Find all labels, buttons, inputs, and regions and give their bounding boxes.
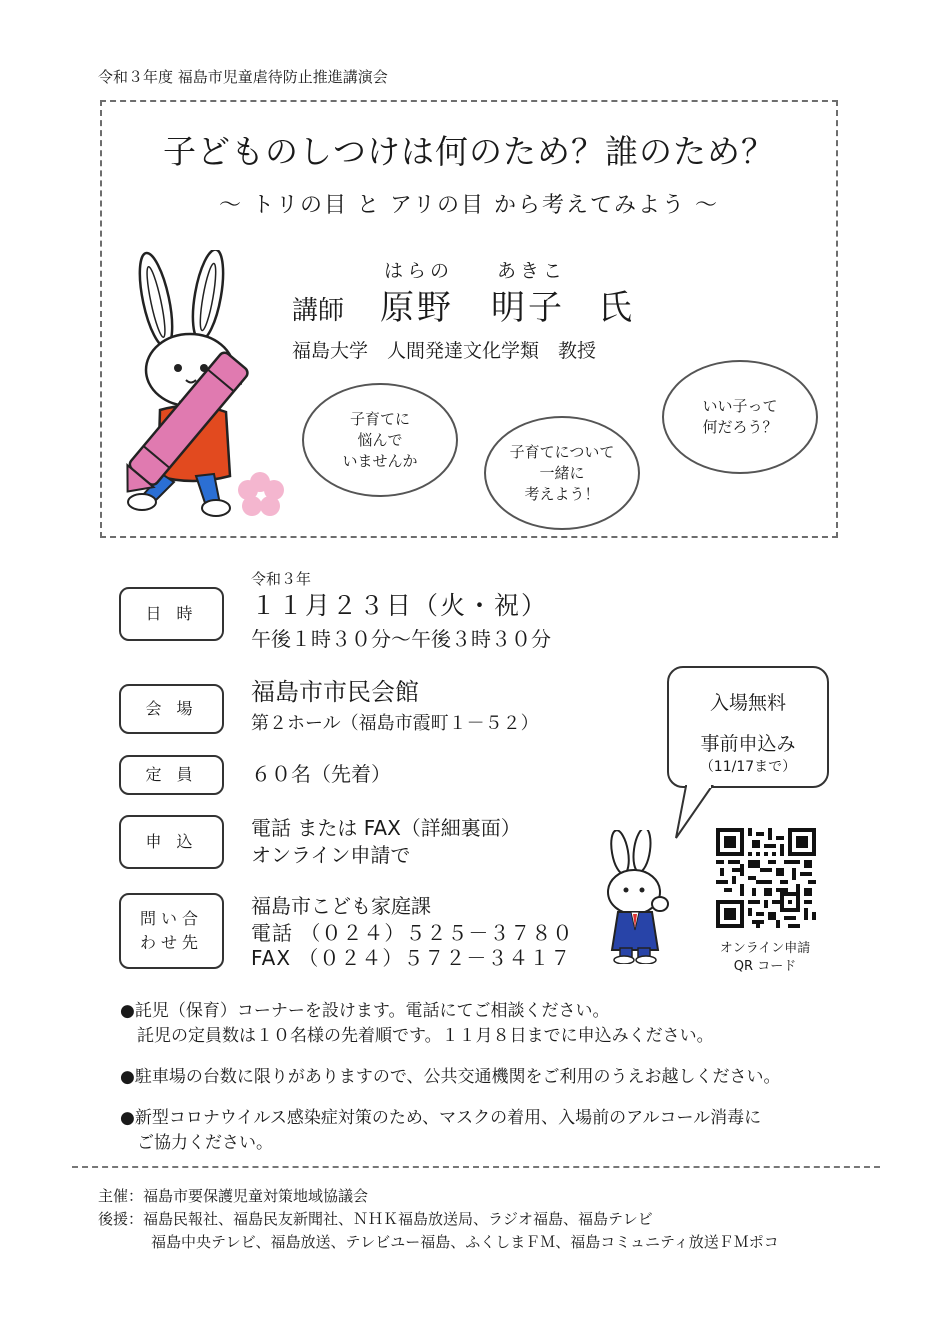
speaker-label: 講師 bbox=[292, 296, 345, 326]
date-era: 令和３年 bbox=[251, 570, 312, 588]
speaker-reading-given: あきこ bbox=[497, 260, 567, 282]
event-title: 令和３年度 福島市児童虐待防止推進講演会 bbox=[98, 68, 388, 86]
qr-caption bbox=[695, 940, 835, 976]
thought-bubble-1: 子育てに 悩んで いませんか bbox=[302, 383, 458, 497]
venue-label: 会 場 bbox=[119, 684, 224, 734]
lecture-subtitle: ～ トリの目 と アリの目 から考えてみよう ～ bbox=[218, 193, 720, 218]
footer-divider bbox=[72, 1166, 880, 1168]
capacity-value: ６０名（先着） bbox=[251, 762, 391, 786]
speaker-reading-family: はらの bbox=[384, 260, 454, 282]
note-covid-2: ご協力ください。 bbox=[120, 1133, 273, 1153]
contact-org: 福島市こども家庭課 bbox=[251, 894, 431, 918]
admission-bubble bbox=[667, 666, 829, 788]
apply-line-2: オンライン申請で bbox=[251, 843, 411, 867]
capacity-label: 定 員 bbox=[119, 755, 224, 795]
contact-label: 問い合 わせ先 bbox=[119, 893, 224, 969]
speaker-honorific: 氏 bbox=[598, 288, 632, 328]
thought-bubble-2: 子育てについて 一緒に 考えよう！ bbox=[484, 416, 640, 530]
date-label: 日 時 bbox=[119, 587, 224, 641]
contact-tel: 電話 （０２４）５２５－３７８０ bbox=[251, 921, 574, 945]
note-childcare-1: ●託児（保育）コーナーを設けます。電話にてご相談ください。 bbox=[120, 1001, 610, 1021]
thought-bubble-3: いい子って 何だろう？ bbox=[662, 360, 818, 474]
venue-name: 福島市市民会館 bbox=[251, 678, 419, 706]
date-time: 午後１時３０分～午後３時３０分 bbox=[251, 627, 551, 651]
speaker-name: 原野 明子 bbox=[380, 288, 565, 328]
date-main: １１月２３日（火・祝） bbox=[251, 591, 549, 620]
qr-caption-line-2: QR コード bbox=[733, 959, 797, 974]
pre-register: 事前申込み bbox=[700, 733, 796, 755]
credits-host: 主催：福島市要保護児童対策地域協議会 bbox=[98, 1187, 369, 1205]
credits-support-2: 福島中央テレビ、福島放送、テレビユー福島、ふくしまＦＭ、福島コミュニティ放送ＦＭポコ bbox=[151, 1233, 779, 1251]
lecture-title: 子どものしつけは何のため？誰のため？ bbox=[163, 132, 775, 171]
venue-room: 第２ホール（福島市霞町１－５２） bbox=[251, 713, 539, 734]
admission-free: 入場無料 bbox=[709, 692, 786, 714]
note-covid-1: ●新型コロナウイルス感染症対策のため、マスクの着用、入場前のアルコール消毒に bbox=[120, 1108, 762, 1128]
note-childcare-2: 託児の定員数は１０名様の先着順です。１１月８日までに申込みください。 bbox=[120, 1026, 714, 1046]
credits-support-1: 後援：福島民報社、福島民友新聞社、ＮＨＫ福島放送局、ラジオ福島、福島テレビ bbox=[98, 1210, 653, 1228]
speaker-affiliation: 福島大学 人間発達文化学類 教授 bbox=[292, 340, 597, 362]
contact-fax: FAX （０２４）５７２－３４１７ bbox=[251, 946, 572, 970]
register-deadline: （11/17まで） bbox=[699, 759, 797, 775]
apply-label: 申 込 bbox=[119, 815, 224, 869]
apply-line-1: 電話 または FAX（詳細裏面） bbox=[251, 816, 521, 840]
qr-caption-line-1: オンライン申請 bbox=[719, 941, 811, 956]
rabbit-suit-illustration bbox=[598, 830, 690, 964]
rabbit-crayon-illustration bbox=[118, 250, 288, 520]
qr-code-icon[interactable] bbox=[716, 828, 816, 928]
note-parking: ●駐車場の台数に限りがありますので、公共交通機関をご利用のうえお越しください。 bbox=[120, 1067, 781, 1087]
